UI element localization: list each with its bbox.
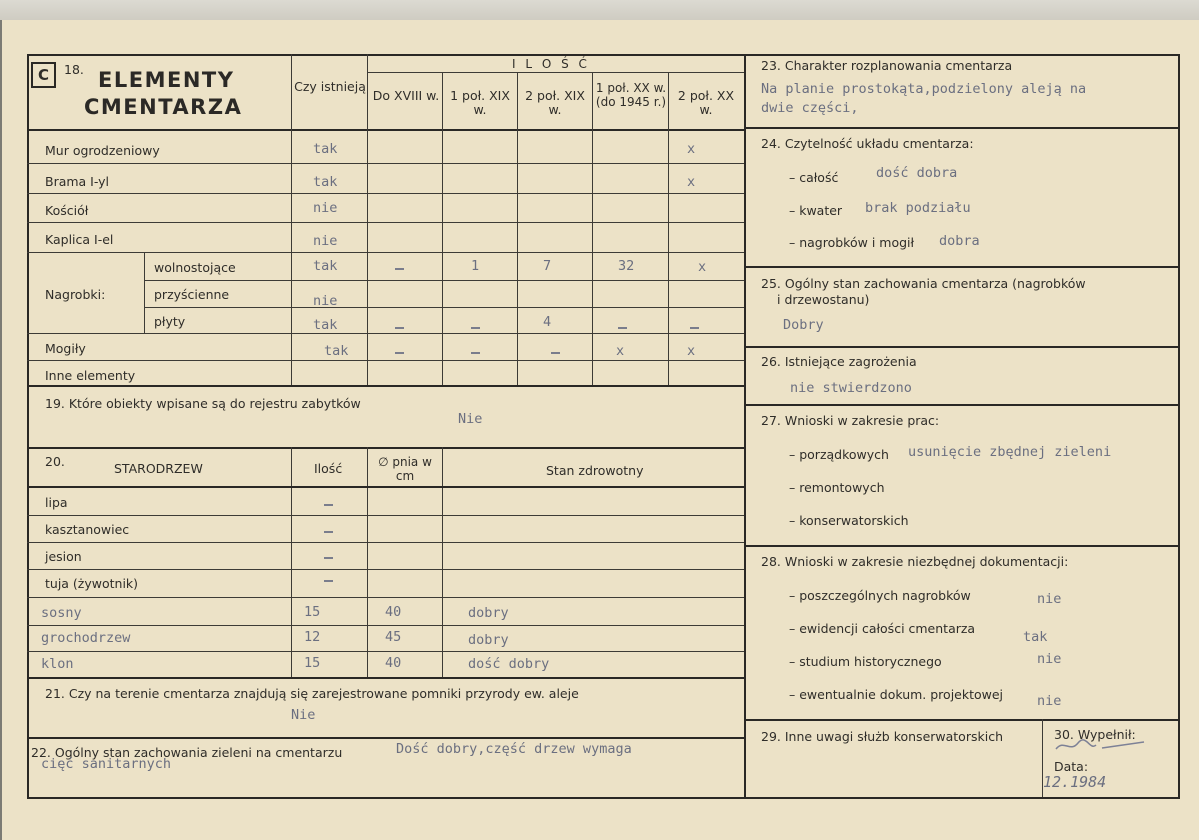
- row-label-nagrobki: Nagrobki:: [45, 287, 106, 302]
- q19-answer: Nie: [458, 411, 483, 427]
- line: [367, 54, 368, 386]
- line: [27, 129, 744, 131]
- paper-edge: [0, 0, 1199, 20]
- q27-rem: – remontowych: [789, 480, 885, 495]
- line: [291, 54, 292, 386]
- frame-top: [27, 54, 1179, 56]
- tree-row-grochodrzew: grochodrzew: [41, 630, 131, 646]
- tree-sosny-ilosc: 15: [304, 604, 321, 620]
- q30-data-value: 12.1984: [1043, 773, 1107, 791]
- tree-grochodrzew-stan: dobry: [468, 632, 509, 648]
- line: [27, 447, 744, 449]
- frame-bottom-left: [27, 797, 746, 799]
- section-title-2: CMENTARZA: [84, 95, 243, 119]
- line: [744, 719, 1178, 721]
- val-wolno-c2: 1: [471, 258, 480, 274]
- row-label-plyty: płyty: [154, 314, 186, 329]
- line: [27, 651, 744, 652]
- q30-data-label: Data:: [1054, 759, 1089, 774]
- line: [27, 625, 744, 626]
- val-brama-exists: tak: [313, 174, 338, 190]
- cemetery-record-card: [2, 20, 1199, 840]
- q26-answer: nie stwierdzono: [790, 380, 912, 396]
- row-label-przysc: przyścienne: [154, 287, 230, 302]
- tree-row-sosny: sosny: [41, 605, 82, 621]
- row-label-mogily: Mogiły: [45, 341, 86, 356]
- line: [442, 72, 443, 386]
- row-label-brama: Brama I-yl: [45, 174, 110, 189]
- section-number: 18.: [64, 62, 84, 77]
- line: [27, 222, 744, 223]
- q30-label: 30. Wypełnił:: [1054, 727, 1136, 742]
- val-wolno-c1: [395, 268, 404, 270]
- val-przysc-exists: nie: [313, 293, 338, 309]
- q19-label: 19. Które obiekty wpisane są do rejestru zabytków: [45, 396, 361, 411]
- q24-kwater: – kwater: [789, 203, 843, 218]
- q24-calosc: – całość: [789, 170, 839, 185]
- line: [27, 515, 744, 516]
- q28-b-value: tak: [1023, 629, 1048, 645]
- q24-kwater-value: brak podziału: [865, 200, 971, 216]
- q22-label: 22. Ogólny stan zachowania zieleni na cmentarzu: [31, 745, 343, 760]
- val-mogily-c1: [395, 352, 404, 354]
- line: [27, 360, 744, 361]
- q23-answer-2: dwie części,: [761, 100, 859, 116]
- line: [744, 266, 1178, 268]
- val-mogily-c2: [471, 352, 480, 354]
- val-plyty-c3: 4: [543, 314, 552, 330]
- val-plyty-c2: [471, 327, 480, 329]
- tree-sosny-pnia: 40: [385, 604, 402, 620]
- row-label-mur: Mur ogrodzeniowy: [45, 143, 160, 158]
- val-wolno-exists: tak: [313, 258, 338, 274]
- frame-middle: [744, 54, 746, 799]
- q28-c: – studium historycznego: [789, 654, 942, 669]
- col-header-1xx: 1 poł. XX w. (do 1945 r.): [595, 81, 667, 109]
- tree-kasztanowiec-ilosc: [324, 531, 333, 533]
- tree-row-tuja: tuja (żywotnik): [45, 576, 139, 591]
- line: [668, 72, 669, 386]
- tree-row-jesion: jesion: [45, 549, 82, 564]
- line: [744, 346, 1178, 348]
- q27-porz: – porządkowych: [789, 447, 889, 462]
- tree-grochodrzew-pnia: 45: [385, 629, 402, 645]
- col-header-2xx: 2 poł. XX w.: [677, 88, 735, 117]
- q28-b: – ewidencji całości cmentarza: [789, 621, 976, 636]
- line: [27, 542, 744, 543]
- line: [27, 163, 744, 164]
- tree-lipa-ilosc: [324, 504, 333, 506]
- tree-klon-pnia: 40: [385, 655, 402, 671]
- val-plyty-c5: [690, 327, 699, 329]
- frame-bottom-right: [745, 797, 1179, 799]
- val-brama-c5: x: [687, 174, 696, 190]
- val-plyty-c1: [395, 327, 404, 329]
- q24-calosc-value: dość dobra: [876, 165, 958, 181]
- section-title-1: ELEMENTY: [98, 68, 235, 92]
- row-label-inne: Inne elementy: [45, 368, 136, 383]
- val-mogily-c5: x: [687, 343, 696, 359]
- q28-c-value: nie: [1037, 651, 1062, 667]
- q23-label: 23. Charakter rozplanowania cmentarza: [761, 58, 1013, 73]
- q28-d-value: nie: [1037, 693, 1062, 709]
- q29-label: 29. Inne uwagi służb konserwatorskich: [761, 729, 1003, 744]
- line: [144, 253, 145, 333]
- line: [27, 737, 744, 739]
- tree-klon-ilosc: 15: [304, 655, 321, 671]
- tree-jesion-ilosc: [324, 557, 333, 559]
- line: [442, 447, 443, 677]
- line: [27, 486, 744, 488]
- row-label-wolno: wolnostojące: [154, 260, 236, 275]
- line: [517, 72, 518, 386]
- q25-answer: Dobry: [783, 317, 824, 333]
- q24-nagrobkow: – nagrobków i mogił: [789, 235, 915, 250]
- q28-a-value: nie: [1037, 591, 1062, 607]
- col-header-ilosc: I L O Ś Ć: [512, 57, 590, 71]
- q27-kons: – konserwatorskich: [789, 513, 909, 528]
- line: [744, 127, 1178, 129]
- tree-row-kasztanowiec: kasztanowiec: [45, 522, 130, 537]
- line: [27, 677, 744, 679]
- col-header-1xix: 1 poł. XIX w.: [450, 88, 510, 117]
- signature-scribble: [1052, 737, 1148, 755]
- line: [367, 447, 368, 677]
- line: [27, 252, 744, 253]
- line: [367, 72, 744, 73]
- tree-klon-stan: dość dobry: [468, 656, 550, 672]
- line: [592, 72, 593, 386]
- val-mogily-c3: [551, 352, 560, 354]
- val-mur-c5: x: [687, 141, 696, 157]
- col-header-exists: Czy istnieją: [294, 79, 366, 94]
- line: [27, 193, 744, 194]
- frame-left: [27, 54, 29, 799]
- row-label-kaplica: Kaplica I-el: [45, 232, 114, 247]
- val-kosciol-exists: nie: [313, 200, 338, 216]
- q28-label: 28. Wnioski w zakresie niezbędnej dokumentacji:: [761, 554, 1069, 569]
- val-mur-exists: tak: [313, 141, 338, 157]
- q25-label-1: 25. Ogólny stan zachowania cmentarza (nagrobków: [761, 276, 1086, 291]
- tree-grochodrzew-ilosc: 12: [304, 629, 321, 645]
- q24-nagrobkow-value: dobra: [939, 233, 980, 249]
- q27-label: 27. Wnioski w zakresie prac:: [761, 413, 940, 428]
- line: [27, 569, 744, 570]
- row-label-kosciol: Kościół: [45, 203, 89, 218]
- val-wolno-c5: x: [698, 259, 707, 275]
- line: [744, 545, 1178, 547]
- q28-d: – ewentualnie dokum. projektowej: [789, 687, 1004, 702]
- q20-number: 20.: [45, 454, 65, 469]
- q20-col-pnia: ∅ pnia w cm: [378, 455, 432, 483]
- q25-label-2: i drzewostanu): [777, 292, 870, 307]
- val-kaplica-exists: nie: [313, 233, 338, 249]
- q27-porz-value: usunięcie zbędnej zieleni: [908, 444, 1112, 460]
- q22-answer-2: cięć sanitarnych: [41, 756, 172, 772]
- q21-answer: Nie: [291, 707, 316, 723]
- q26-label: 26. Istniejące zagrożenia: [761, 354, 917, 369]
- val-wolno-c3: 7: [543, 258, 552, 274]
- q20-col-stan: Stan zdrowotny: [546, 463, 644, 478]
- line: [27, 333, 744, 334]
- q22-answer-1: Dość dobry,część drzew wymaga: [396, 741, 632, 757]
- line: [291, 447, 292, 677]
- val-mogily-exists: tak: [324, 343, 349, 359]
- tree-row-klon: klon: [41, 656, 74, 672]
- line: [144, 280, 744, 281]
- q20-title: STARODRZEW: [114, 461, 203, 476]
- line: [744, 404, 1178, 406]
- line: [144, 307, 744, 308]
- val-plyty-c4: [618, 327, 627, 329]
- q20-col-ilosc: Ilość: [314, 461, 343, 476]
- q28-a: – poszczególnych nagrobków: [789, 588, 971, 603]
- val-plyty-exists: tak: [313, 317, 338, 333]
- q23-answer-1: Na planie prostokąta,podzielony aleją na: [761, 81, 1087, 97]
- tree-sosny-stan: dobry: [468, 605, 509, 621]
- frame-right: [1178, 54, 1180, 799]
- line: [27, 385, 744, 387]
- tree-tuja-ilosc: [324, 580, 333, 582]
- col-header-xviii: Do XVIII w.: [372, 88, 440, 103]
- tree-row-lipa: lipa: [45, 495, 68, 510]
- val-mogily-c4: x: [616, 343, 625, 359]
- col-header-2xix: 2 poł. XIX w.: [525, 88, 585, 117]
- q21-label: 21. Czy na terenie cmentarza znajdują się zarejestrowane pomniki przyrody ew. aleje: [45, 686, 579, 701]
- q24-label: 24. Czytelność układu cmentarza:: [761, 136, 974, 151]
- section-letter: C: [31, 62, 56, 88]
- line: [27, 597, 744, 598]
- val-wolno-c4: 32: [618, 258, 635, 274]
